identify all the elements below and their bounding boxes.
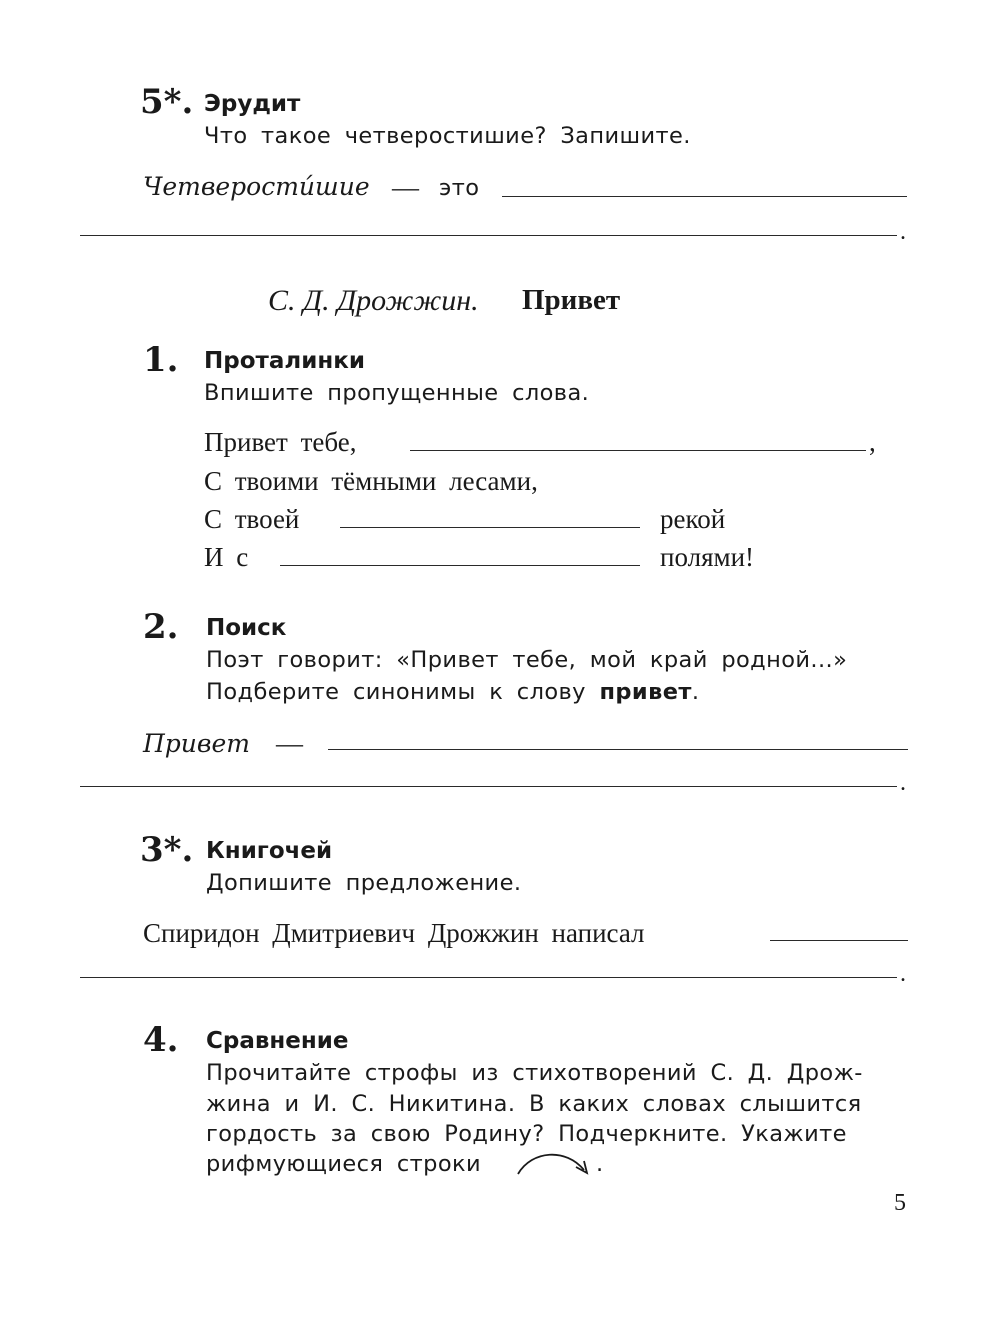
poem-line-4-end: полями!: [660, 542, 755, 572]
task-3-end-dot: .: [900, 961, 906, 987]
task-5-end-dot: .: [900, 219, 906, 245]
task-3-sentence: Спиридон Дмитриевич Дрожжин написал: [143, 918, 645, 948]
task-2-answer-prefix: Привет: [143, 729, 250, 758]
section-poem-title: Привет: [522, 284, 621, 316]
task-4-title: Сравнение: [206, 1028, 349, 1054]
poem-line-3-end: рекой: [660, 504, 726, 534]
task-4-instruction-1: Прочитайте строфы из стихотворений С. Д. Дрож-: [206, 1060, 863, 1086]
poem-line-4-start: И с: [204, 542, 249, 572]
task-2-instruction-2-end: .: [691, 679, 700, 705]
task-2-end-dot: .: [900, 770, 906, 796]
task-2-title: Поиск: [206, 615, 287, 641]
task-1-number: 1.: [143, 340, 179, 380]
task-2-instruction-1: Поэт говорит: «Привет тебе, мой край родной...»: [206, 647, 848, 673]
task-5-answer-prefix: Четверости́шие: [143, 172, 370, 201]
section-author: С. Д. Дрожжин.: [268, 284, 479, 317]
task-1-title: Проталинки: [204, 348, 365, 374]
poem-blank-4[interactable]: [280, 565, 640, 566]
task-1-instruction: Впишите пропущенные слова.: [204, 380, 590, 406]
task-5-answer-line-2[interactable]: [80, 235, 897, 236]
page-number: 5: [894, 1190, 906, 1216]
poem-line-2: С твоими тёмными лесами,: [204, 466, 538, 496]
poem-line-3-start: С твоей: [204, 504, 300, 534]
task-4-instruction-4: рифмующиеся строки: [206, 1151, 482, 1177]
task-5-title: Эрудит: [204, 91, 301, 117]
task-4-instruction-2: жина и И. С. Никитина. В каких словах слышится: [206, 1091, 862, 1117]
task-4-end-dot: .: [596, 1151, 604, 1177]
task-2-dash: —: [276, 728, 303, 758]
task-3-number: 3*.: [140, 830, 194, 870]
task-2-instruction-2: [206, 679, 699, 705]
task-3-answer-line-2[interactable]: [80, 977, 897, 978]
poem-blank-1[interactable]: [410, 450, 866, 451]
task-3-instruction: Допишите предложение.: [206, 870, 522, 896]
task-5-dash: —: [392, 172, 419, 202]
task-2-instruction-2-start: Подберите синонимы к слову: [206, 679, 586, 705]
task-2-number: 2.: [143, 607, 179, 647]
poem-blank-3[interactable]: [340, 527, 640, 528]
task-2-keyword: привет: [599, 679, 692, 705]
poem-line-1-start: Привет тебе,: [204, 427, 357, 457]
task-3-answer-line-1[interactable]: [770, 940, 908, 941]
task-4-number: 4.: [143, 1020, 179, 1060]
task-2-answer-line-2[interactable]: [80, 786, 897, 787]
task-3-title: Книгочей: [206, 838, 333, 864]
curved-arrow-icon: [514, 1148, 594, 1178]
poem-line-1-end: ,: [869, 427, 876, 457]
task-5-instruction: Что такое четверостишие? Запишите.: [204, 123, 691, 149]
task-4-instruction-3: гордость за свою Родину? Подчеркните. Укажите: [206, 1121, 847, 1147]
task-2-answer-line-1[interactable]: [328, 749, 908, 750]
task-5-number: 5*.: [140, 82, 194, 122]
task-5-answer-line-1[interactable]: [502, 196, 907, 197]
task-5-answer-word: это: [439, 175, 480, 201]
